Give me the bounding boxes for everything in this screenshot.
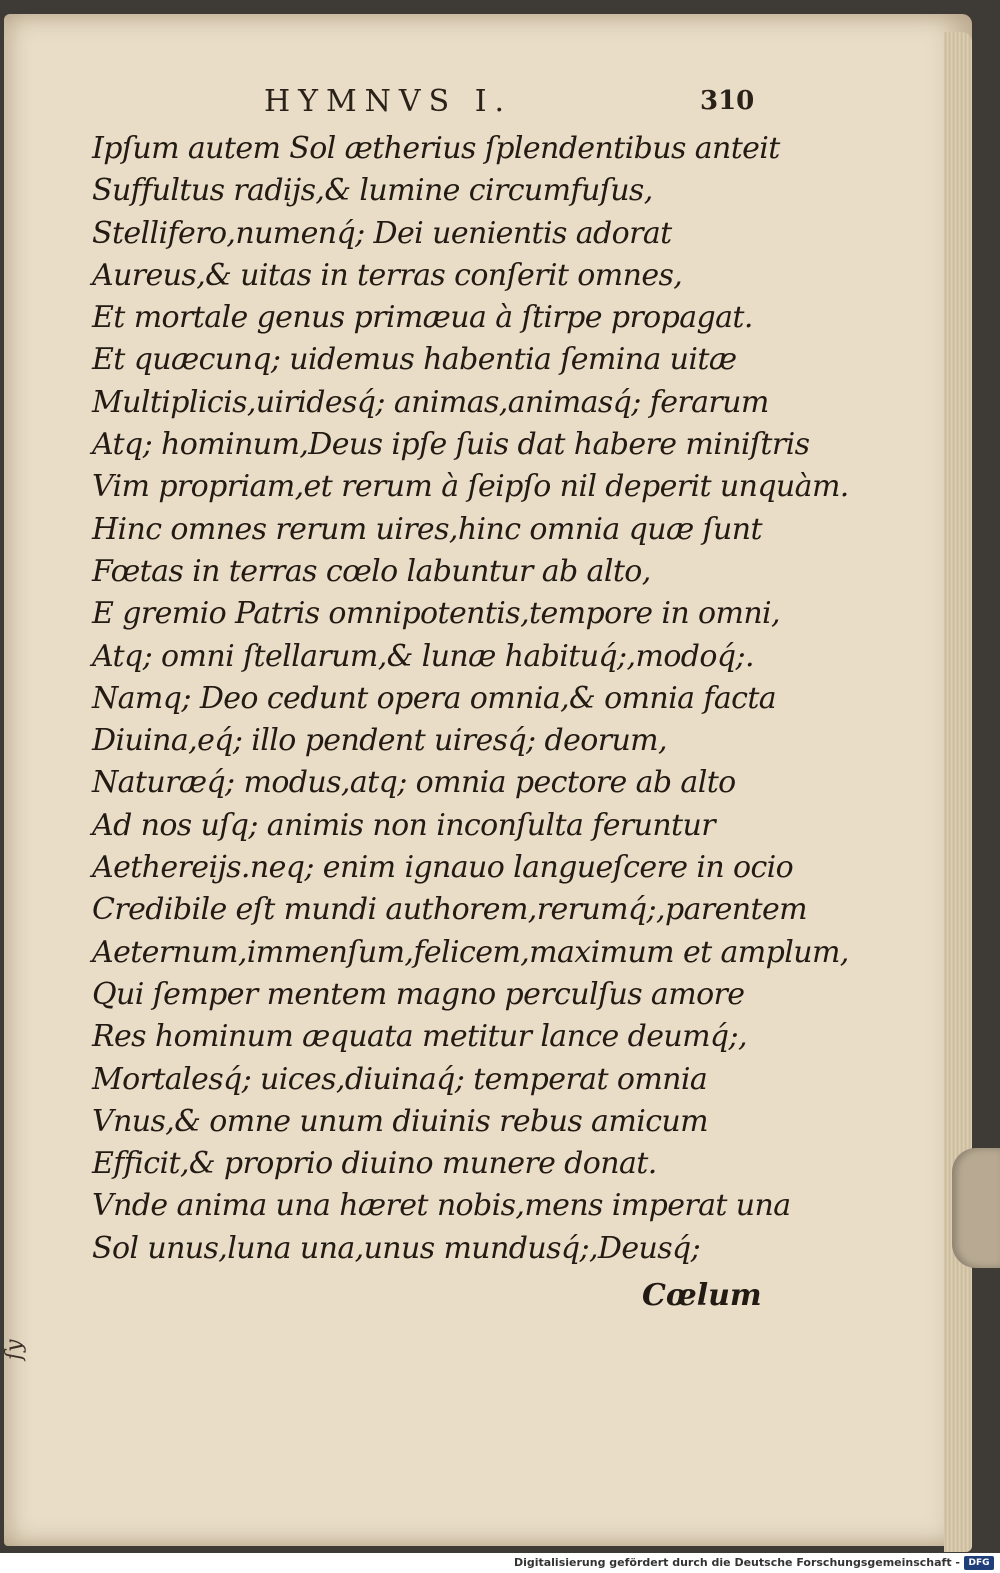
verse-line: Et quæcunq; uidemus habentia ſemina uitæ xyxy=(92,342,737,378)
footer-credit: Digitalisierung gefördert durch die Deutsche Forschungsgemeinschaft - xyxy=(513,1556,960,1569)
folio-number: 310 xyxy=(700,86,755,116)
verse-line: Stellifero,numenq́; Dei uenientis adorat xyxy=(92,215,672,251)
verse-line: Ad nos uſq; animis non inconſulta feruntur xyxy=(92,807,715,843)
verse-line: Atq; omni ſtellarum,& lunæ habituq́;,modoq́;. xyxy=(92,638,754,674)
verse-line: Mortalesq́; uices,diuinaq́; temperat omnia xyxy=(92,1061,708,1097)
page-clip xyxy=(952,1148,1000,1268)
verse-line: Qui ſemper mentem magno perculſus amore xyxy=(92,976,745,1012)
digitization-footer xyxy=(0,1553,1000,1573)
verse-line: Fœtas in terras cœlo labuntur ab alto, xyxy=(92,553,651,589)
verse-line: Et mortale genus primæua à ſtirpe propagat. xyxy=(92,300,753,336)
page-edges xyxy=(944,32,972,1552)
verse-line: Atq; hominum,Deus ipſe ſuis dat habere miniſtris xyxy=(92,427,810,463)
verse-line: Aureus,& uitas in terras conſerit omnes, xyxy=(92,257,683,293)
verse-line: Namq; Deo cedunt opera omnia,& omnia facta xyxy=(92,680,777,716)
verse-list xyxy=(92,128,849,1270)
catchword: Cœlum xyxy=(642,1278,762,1313)
dfg-logo-icon: DFG xyxy=(964,1556,994,1570)
verse-line: Naturæq́; modus,atq; omnia pectore ab alto xyxy=(92,765,736,801)
verse-line: Suffultus radijs,& lumine circumfuſus, xyxy=(92,173,653,209)
verse-line: E gremio Patris omnipotentis,tempore in omni, xyxy=(92,596,780,632)
verse-line: Vnus,& omne unum diuinis rebus amicum xyxy=(92,1103,708,1139)
gutter-fragment: ſy xyxy=(2,1339,27,1360)
verse-line: Efficit,& proprio diuino munere donat. xyxy=(92,1146,657,1182)
verse-line: Res hominum æquata metitur lance deumq́;, xyxy=(92,1019,747,1055)
verse-line: Vim propriam,et rerum à ſeipſo nil deperit unquàm. xyxy=(92,469,849,505)
verse-line: Hinc omnes rerum uires,hinc omnia quæ ſunt xyxy=(92,511,762,547)
verse-line: Diuina,eq́; illo pendent uiresq́; deorum, xyxy=(92,723,667,759)
verse-line: Vnde anima una hæret nobis,mens imperat una xyxy=(92,1188,791,1224)
verse-line: Multiplicis,uiridesq́; animas,animasq́; ferarum xyxy=(92,384,769,420)
verse-line: Aethereijs.neq; enim ignauo langueſcere in ocio xyxy=(92,850,794,886)
running-head: HYMNVS I. xyxy=(264,84,513,119)
verse-line: Ipſum autem Sol ætherius ſplendentibus anteit xyxy=(92,131,780,166)
verse-line: Credibile eſt mundi authorem,rerumq́;,parentem xyxy=(92,892,807,928)
verse-line: Aeternum,immenſum,felicem,maximum et amplum, xyxy=(92,934,849,970)
verse-line: Sol unus,luna una,unus mundusq́;,Deusq́; xyxy=(92,1230,701,1266)
